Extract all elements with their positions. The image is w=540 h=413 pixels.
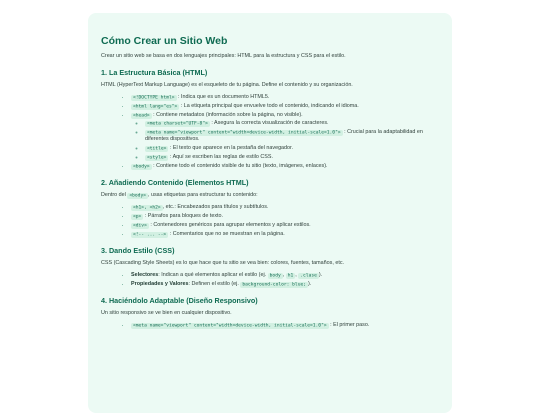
page-title: Cómo Crear un Sitio Web (101, 35, 228, 47)
code-snippet: <head> (133, 113, 150, 118)
code-snippet: <p> (133, 214, 142, 219)
list-item: ◦ <title> : El texto que aparece en la pestaña del navegador. (145, 145, 439, 152)
code-snippet: background-color: blue; (242, 282, 306, 287)
code-snippet: .clase (300, 273, 317, 278)
code-snippet: <div> (133, 223, 147, 228)
code-snippet: h1 (287, 273, 294, 278)
list-item: • <div> : Contenedores genéricos para agrupar elementos y aplicar estilos. (131, 222, 439, 229)
code-snippet: <meta name="viewport" content="width=device-width, initial-scale=1.0"> (147, 130, 341, 135)
code-snippet: <!DOCTYPE html> (133, 95, 175, 100)
section-1-heading: 1. La Estructura Básica (HTML) (101, 68, 208, 77)
code-snippet: <meta name="viewport" content="width=device-width, initial-scale=1.0"> (133, 323, 327, 328)
list-item: • <html lang="es"> : La etiqueta principal que envuelve todo el contenido, indicando el idioma. (131, 103, 439, 110)
list-item: • <!-- ... --> : Comentarios que no se muestran en la página. (131, 231, 439, 238)
list-item: • Selectores: Indican a qué elementos aplicar el estilo (ej. body , h1 , .clase ). (131, 272, 439, 279)
content-card (88, 13, 452, 413)
list-item: • <meta name="viewport" content="width=device-width, initial-scale=1.0"> : El primer paso. (131, 322, 439, 329)
section-1-text: HTML (HyperText Markup Language) es el esqueleto de tu página. Define el contenido y su organización. (101, 82, 353, 88)
intro-text: Crear un sitio web se basa en dos lenguajes principales: HTML para la estructura y CSS para el estilo. (101, 53, 346, 59)
section-4-heading: 4. Haciéndolo Adaptable (Diseño Responsivo) (101, 296, 258, 305)
code-snippet: <body> (129, 193, 146, 198)
section-3-heading: 3. Dando Estilo (CSS) (101, 246, 175, 255)
section-4-list (101, 322, 439, 329)
section-2-heading: 2. Añadiendo Contenido (Elementos HTML) (101, 178, 249, 187)
section-3-list (101, 272, 439, 288)
list-item: • <h1>, <h2> , etc.: Encabezados para títulos y subtítulos. (131, 204, 439, 211)
head-sublist (131, 120, 439, 161)
section-3-text: CSS (Cascading Style Sheets) es lo que hace que tu sitio se vea bien: colores, fuentes, tamaños, etc. (101, 260, 345, 266)
list-item: • <p> : Párrafos para bloques de texto. (131, 213, 439, 220)
code-snippet: body (269, 273, 281, 278)
list-item: • Propiedades y Valores: Definen el estilo (ej. background-color: blue; ). (131, 281, 439, 288)
code-snippet: <body> (133, 164, 150, 169)
list-item: ◦ <meta name="viewport" content="width=device-width, initial-scale=1.0"> : Crucial para la adaptabilidad en diferentes dispositivos. (145, 129, 439, 143)
code-snippet: <meta charset="UTF-8"> (147, 121, 208, 126)
section-2-text: Dentro del <body> , usas etiquetas para estructurar tu contenido: (101, 192, 258, 198)
code-snippet: <h1>, <h2> (133, 205, 161, 210)
list-item: ◦ <meta charset="UTF-8"> : Asegura la correcta visualización de caracteres. (145, 120, 439, 127)
list-item: • <body> : Contiene todo el contenido visible de tu sitio (texto, imágenes, enlaces). (131, 163, 439, 170)
code-snippet: <title> (147, 146, 167, 151)
code-snippet: <html lang="es"> (133, 104, 178, 109)
list-item: • <head> : Contiene metadatos (información sobre la página, no visible). ◦ <meta charset="UTF-8"> : Asegura la correcta visualización de caracteres. ◦ <meta name="viewport" content="width=device-width, initial-scale=1.0"> : Crucial para la adaptabilidad en diferentes dispositivos. ◦ <title> : El texto que aparece en la pestaña del navegador. ◦ <style> : Aquí se escriben las reglas de estilo CSS. (131, 112, 439, 161)
list-item: • <!DOCTYPE html> : Indica que es un documento HTML5. (131, 94, 439, 101)
section-4-text: Un sitio responsivo se ve bien en cualquier dispositivo. (101, 310, 232, 316)
code-snippet: <!-- ... --> (133, 232, 167, 237)
section-1-list (101, 94, 439, 170)
list-item: ◦ <style> : Aquí se escriben las reglas de estilo CSS. (145, 154, 439, 161)
code-snippet: <style> (147, 155, 167, 160)
section-2-list (101, 204, 439, 238)
